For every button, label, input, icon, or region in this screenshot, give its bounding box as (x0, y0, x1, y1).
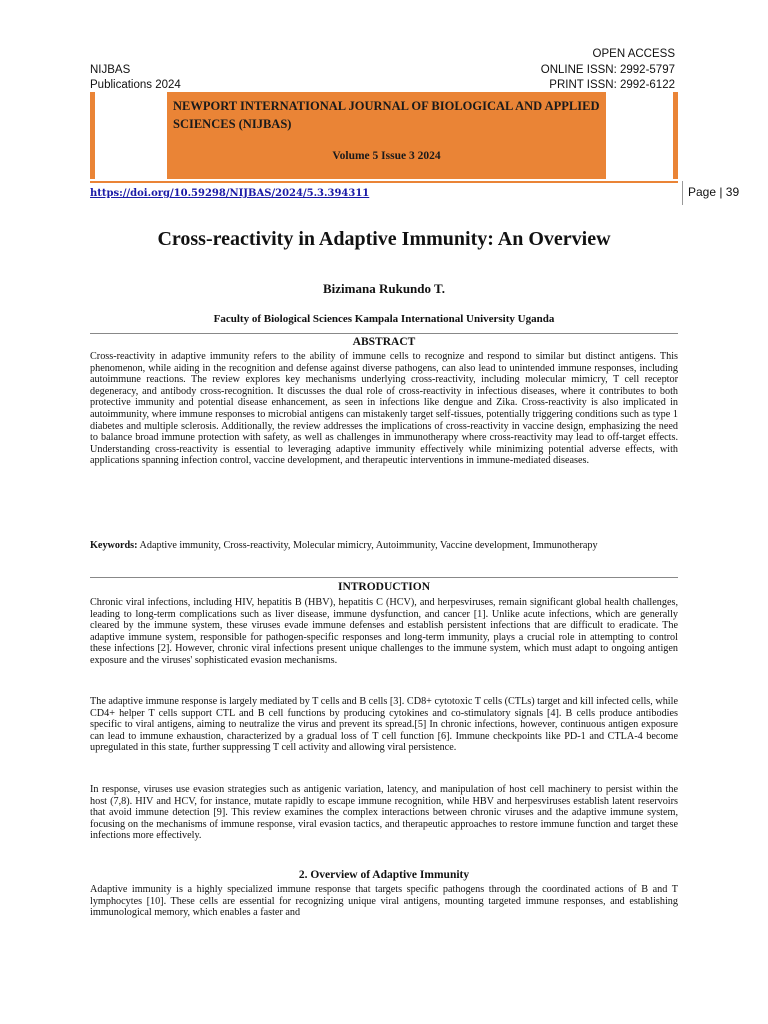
abstract-top-rule (90, 333, 678, 334)
journal-title: NEWPORT INTERNATIONAL JOURNAL OF BIOLOGICAL AND APPLIED SCIENCES (NIJBAS) (173, 99, 600, 131)
keywords-list: Adaptive immunity, Cross-reactivity, Molecular mimicry, Autoimmunity, Vaccine development, Immunotherapy (139, 540, 598, 551)
online-issn: ONLINE ISSN: 2992-5797 (540, 64, 675, 76)
keywords-line (90, 540, 678, 552)
author-affiliation: Faculty of Biological Sciences Kampala International University Uganda (213, 313, 555, 325)
author-name: Bizimana Rukundo T. (323, 281, 445, 296)
publications-year: Publications 2024 (90, 79, 181, 91)
section-2-paragraph-1: Adaptive immunity is a highly specialized immune response that targets specific pathogens through the coordinated actions of B and T lymphocytes [10]. These cells are essential for recognizing unique viral antigens, mounting targeted immune responses, and establishing immunological memory, which enables a faster and (90, 884, 678, 919)
print-issn: PRINT ISSN: 2992-6122 (549, 79, 675, 91)
open-access-label: OPEN ACCESS (592, 48, 675, 60)
introduction-top-rule (90, 577, 678, 578)
banner-left-stripe (90, 92, 95, 179)
page-number: Page | 39 (688, 185, 740, 199)
keywords-label: Keywords: (90, 540, 138, 551)
doi-link[interactable]: https://doi.org/10.59298/NIJBAS/2024/5.3.394311 (90, 188, 370, 199)
introduction-heading: INTRODUCTION (337, 581, 430, 593)
introduction-paragraph-3: In response, viruses use evasion strategies such as antigenic variation, latency, and manipulation of host cell machinery to persist within the host (7,8). HIV and HCV, for instance, mutate rapidly to escape immune recognition, while HBV and herpesviruses establish latent reservoirs that avoid immune detection [9]. This review examines the complex interactions between chronic viruses and the adaptive immune system, focusing on the mechanisms of immune response, viral evasion tactics, and therapeutic approaches to restore immune function and target these infections more effectively. (90, 784, 678, 842)
banner-right-stripe (673, 92, 678, 179)
introduction-paragraph-2: The adaptive immune response is largely mediated by T cells and B cells [3]. CD8+ cytotoxic T cells (CTLs) target and kill infected cells, while CD4+ helper T cells support CTL and B cell functions by producing cytokines and co-stimulatory signals [4]. B cells produce antibodies specific to viral antigens, aiming to neutralize the virus and prevent its spread.[5] In chronic infections, however, continuous antigen exposure can lead to immune exhaustion, characterized by a gradual loss of T cell function [6]. Immune checkpoints like PD-1 and CTLA-4 become upregulated in this state, further suppressing T cell activity and allowing viral persistence. (90, 696, 678, 754)
journal-short-name: NIJBAS (90, 64, 131, 76)
banner-underline (90, 181, 678, 183)
abstract-text: Cross-reactivity in adaptive immunity refers to the ability of immune cells to recognize and respond to similar but distinct antigens. This phenomenon, while aiding in the recognition and defense against diverse pathogens, can also lead to unintended immune responses, including autoimmune reactions. The review explores key mechanisms underlying cross-reactivity, including molecular mimicry, T cell receptor degeneracy, and antibody cross-recognition. It discusses the dual role of cross-reactivity in infectious diseases, where it contributes to both protective immunity and potential disease enhancement, as seen in infections like dengue and Zika. Cross-reactivity is also implicated in autoimmunity, where immune responses to microbial antigens can mistakenly target self-tissues, potentially triggering conditions such as type 1 diabetes and multiple sclerosis. Additionally, the review addresses the implications of cross-reactivity in vaccine design, emphasizing the need to balance broad immune protection with safety, as well as challenges in immunotherapy where cross-reactivity may lead to off-target effects. Understanding cross-reactivity is essential to leveraging adaptive immunity effectively while minimizing potential adverse effects, with applications spanning infection control, vaccine development, and therapeutic interventions in immune-mediated diseases. (90, 351, 678, 467)
volume-issue: Volume 5 Issue 3 2024 (332, 150, 441, 162)
introduction-paragraph-1: Chronic viral infections, including HIV, hepatitis B (HBV), hepatitis C (HCV), and herpesviruses, remain significant global health challenges, leading to long-term complications such as liver disease, immune dysfunction, and cancer [1]. Unlike acute infections, which are generally cleared by the immune system, these viruses evade immune defenses and establish persistent infections that are difficult to eradicate. The adaptive immune system, responsible for pathogen-specific responses and long-term immunity, plays a crucial role in attempting to control these infections [2]. However, chronic viral infections present unique challenges to the immune system, which must adapt to ongoing antigen exposure and the viruses' sophisticated evasion mechanisms. (90, 597, 678, 666)
article-title: Cross-reactivity in Adaptive Immunity: An Overview (157, 228, 611, 250)
abstract-heading: ABSTRACT (352, 336, 416, 348)
section-2-heading: 2. Overview of Adaptive Immunity (298, 869, 470, 881)
page-divider (682, 181, 683, 205)
